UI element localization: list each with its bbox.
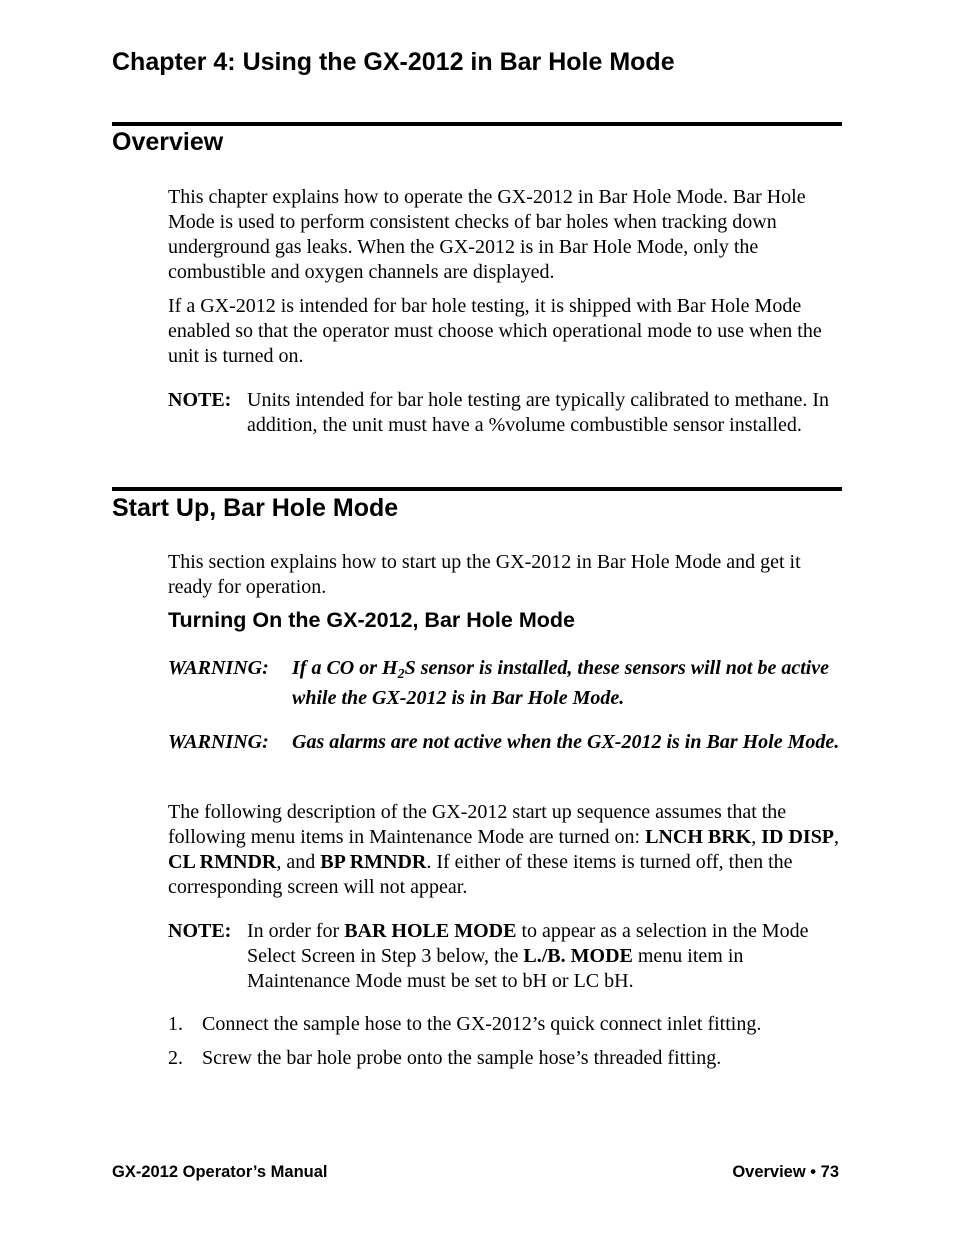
- warning-gas-alarms: [168, 729, 844, 755]
- list-item: [168, 1012, 844, 1037]
- section-rule-startup: [112, 487, 842, 491]
- step-text: Connect the sample hose to the GX-2012’s quick connect inlet fitting.: [202, 1013, 762, 1035]
- overview-note: [168, 388, 844, 438]
- startup-description: The following description of the GX-2012 start up sequence assumes that the following menu items in Maintenance Mode are turned on: LNCH BRK, ID DISP, CL RMNDR, and BP RMNDR. If either of these items is turned off, then the corresponding screen will not appear.: [168, 801, 840, 898]
- overview-paragraph-1: This chapter explains how to operate the GX-2012 in Bar Hole Mode. Bar Hole Mode is used to perform consistent checks of bar holes when tracking down underground gas leaks. When the GX-2012 is in Bar Hole Mode, only the combustible and oxygen channels are displayed.: [168, 186, 806, 283]
- warning-text: Gas alarms are not active when the GX-2012 is in Bar Hole Mode.: [292, 731, 840, 753]
- step-number: 1.: [168, 1013, 183, 1035]
- startup-note: [168, 919, 844, 994]
- step-text: Screw the bar hole probe onto the sample hose’s threaded fitting.: [202, 1047, 722, 1069]
- turning-on-subheading: Turning On the GX-2012, Bar Hole Mode: [168, 608, 575, 632]
- step-number: 2.: [168, 1047, 183, 1069]
- overview-paragraph-2: If a GX-2012 is intended for bar hole testing, it is shipped with Bar Hole Mode enabled so that the operator must choose which operational mode to use when the unit is turned on.: [168, 295, 822, 367]
- warning-text: If a CO or $H_2S$ sensor is installed, these sensors will not be active while the GX-2012 is in Bar Hole Mode.: [292, 657, 830, 709]
- overview-heading: Overview: [112, 128, 224, 156]
- startup-heading: Start Up, Bar Hole Mode: [112, 494, 399, 522]
- note-text: Units intended for bar hole testing are typically calibrated to methane. In addition, the unit must have a %volume combustible sensor installed.: [247, 389, 830, 436]
- note-text: In order for BAR HOLE MODE to appear as a selection in the Mode Select Screen in Step 3 below, the L./B. MODE menu item in Maintenance Mode must be set to bH or LC bH.: [247, 920, 809, 992]
- list-item: [168, 1046, 844, 1071]
- section-rule-overview: [112, 122, 842, 126]
- warning-sensors: [168, 653, 844, 713]
- chapter-title: Chapter 4: Using the GX-2012 in Bar Hole Mode: [112, 48, 675, 76]
- note-label: NOTE:: [168, 389, 232, 411]
- startup-intro: This section explains how to start up the GX-2012 in Bar Hole Mode and get it ready for operation.: [168, 551, 801, 598]
- note-label: NOTE:: [168, 920, 232, 942]
- warning-label: WARNING:: [168, 731, 269, 753]
- warning-label: WARNING:: [168, 657, 269, 679]
- footer-manual-title: GX-2012 Operator’s Manual: [112, 1163, 328, 1181]
- footer-page-number: Overview • 73: [732, 1163, 839, 1181]
